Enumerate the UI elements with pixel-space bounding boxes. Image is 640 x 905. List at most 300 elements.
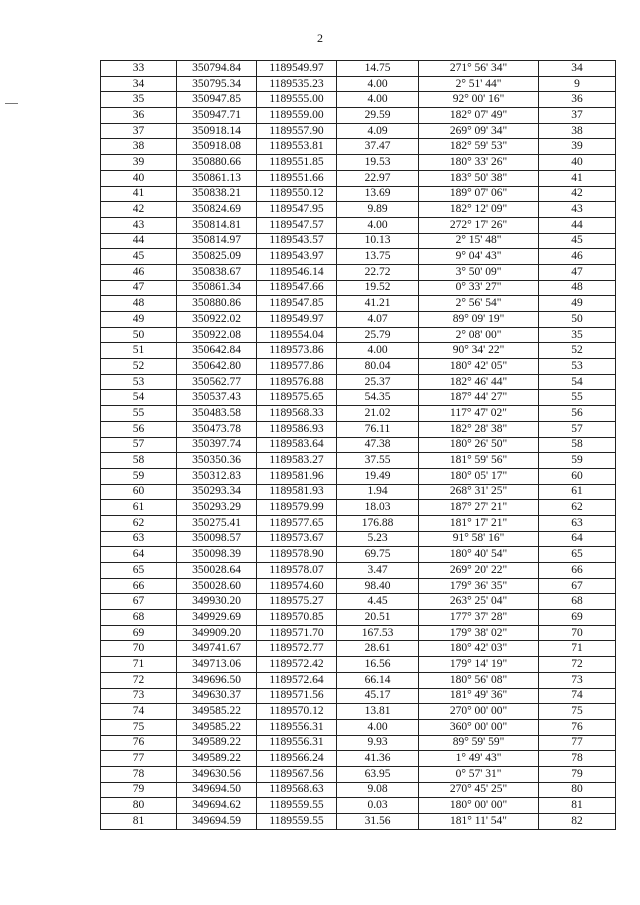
distance-cell: 98.40 bbox=[337, 578, 419, 594]
direction-angle-cell: 181° 17' 21" bbox=[419, 515, 539, 531]
x-coordinate-cell: 350028.64 bbox=[177, 563, 257, 579]
distance-cell: 4.00 bbox=[337, 76, 419, 92]
x-coordinate-cell: 349694.50 bbox=[177, 782, 257, 798]
x-coordinate-cell: 350947.85 bbox=[177, 92, 257, 108]
point-number-cell: 75 bbox=[101, 719, 177, 735]
table-row bbox=[101, 390, 616, 406]
x-coordinate-cell: 350918.08 bbox=[177, 139, 257, 155]
x-coordinate-cell: 350293.29 bbox=[177, 500, 257, 516]
table-row bbox=[101, 735, 616, 751]
x-coordinate-cell: 350098.39 bbox=[177, 547, 257, 563]
point-number-cell: 58 bbox=[101, 453, 177, 469]
table-row bbox=[101, 217, 616, 233]
table-row bbox=[101, 500, 616, 516]
next-point-cell: 45 bbox=[539, 233, 616, 249]
distance-cell: 29.59 bbox=[337, 108, 419, 124]
point-number-cell: 69 bbox=[101, 625, 177, 641]
point-number-cell: 50 bbox=[101, 327, 177, 343]
point-number-cell: 68 bbox=[101, 610, 177, 626]
y-coordinate-cell: 1189570.12 bbox=[257, 704, 337, 720]
point-number-cell: 39 bbox=[101, 155, 177, 171]
table-row bbox=[101, 484, 616, 500]
direction-angle-cell: 90° 34' 22" bbox=[419, 343, 539, 359]
distance-cell: 19.49 bbox=[337, 468, 419, 484]
point-number-cell: 57 bbox=[101, 437, 177, 453]
next-point-cell: 78 bbox=[539, 751, 616, 767]
direction-angle-cell: 0° 33' 27" bbox=[419, 280, 539, 296]
table-row bbox=[101, 296, 616, 312]
distance-cell: 80.04 bbox=[337, 359, 419, 375]
table-row bbox=[101, 139, 616, 155]
table-row bbox=[101, 312, 616, 328]
distance-cell: 25.79 bbox=[337, 327, 419, 343]
distance-cell: 37.55 bbox=[337, 453, 419, 469]
point-number-cell: 41 bbox=[101, 186, 177, 202]
table-row bbox=[101, 186, 616, 202]
y-coordinate-cell: 1189559.55 bbox=[257, 798, 337, 814]
table-row bbox=[101, 563, 616, 579]
direction-angle-cell: 268° 31' 25" bbox=[419, 484, 539, 500]
distance-cell: 41.21 bbox=[337, 296, 419, 312]
y-coordinate-cell: 1189551.85 bbox=[257, 155, 337, 171]
point-number-cell: 71 bbox=[101, 657, 177, 673]
table-row bbox=[101, 704, 616, 720]
direction-angle-cell: 180° 33' 26" bbox=[419, 155, 539, 171]
table-row bbox=[101, 170, 616, 186]
direction-angle-cell: 2° 08' 00" bbox=[419, 327, 539, 343]
distance-cell: 31.56 bbox=[337, 814, 419, 830]
y-coordinate-cell: 1189574.60 bbox=[257, 578, 337, 594]
direction-angle-cell: 180° 05' 17" bbox=[419, 468, 539, 484]
y-coordinate-cell: 1189571.70 bbox=[257, 625, 337, 641]
distance-cell: 19.53 bbox=[337, 155, 419, 171]
y-coordinate-cell: 1189573.86 bbox=[257, 343, 337, 359]
next-point-cell: 54 bbox=[539, 374, 616, 390]
distance-cell: 3.47 bbox=[337, 563, 419, 579]
next-point-cell: 37 bbox=[539, 108, 616, 124]
x-coordinate-cell: 349589.22 bbox=[177, 751, 257, 767]
distance-cell: 28.61 bbox=[337, 641, 419, 657]
next-point-cell: 46 bbox=[539, 249, 616, 265]
table-row bbox=[101, 814, 616, 830]
direction-angle-cell: 181° 59' 56" bbox=[419, 453, 539, 469]
next-point-cell: 77 bbox=[539, 735, 616, 751]
direction-angle-cell: 270° 45' 25" bbox=[419, 782, 539, 798]
point-number-cell: 38 bbox=[101, 139, 177, 155]
next-point-cell: 41 bbox=[539, 170, 616, 186]
distance-cell: 0.03 bbox=[337, 798, 419, 814]
table-row bbox=[101, 343, 616, 359]
direction-angle-cell: 181° 11' 54" bbox=[419, 814, 539, 830]
point-number-cell: 55 bbox=[101, 406, 177, 422]
next-point-cell: 62 bbox=[539, 500, 616, 516]
y-coordinate-cell: 1189586.93 bbox=[257, 421, 337, 437]
next-point-cell: 58 bbox=[539, 437, 616, 453]
next-point-cell: 59 bbox=[539, 453, 616, 469]
next-point-cell: 47 bbox=[539, 264, 616, 280]
next-point-cell: 67 bbox=[539, 578, 616, 594]
direction-angle-cell: 92° 00' 16" bbox=[419, 92, 539, 108]
direction-angle-cell: 271° 56' 34" bbox=[419, 61, 539, 77]
next-point-cell: 34 bbox=[539, 61, 616, 77]
table-row bbox=[101, 594, 616, 610]
next-point-cell: 40 bbox=[539, 155, 616, 171]
y-coordinate-cell: 1189581.96 bbox=[257, 468, 337, 484]
next-point-cell: 80 bbox=[539, 782, 616, 798]
x-coordinate-cell: 350642.84 bbox=[177, 343, 257, 359]
point-number-cell: 46 bbox=[101, 264, 177, 280]
x-coordinate-cell: 350861.34 bbox=[177, 280, 257, 296]
distance-cell: 16.56 bbox=[337, 657, 419, 673]
x-coordinate-cell: 349696.50 bbox=[177, 672, 257, 688]
table-row bbox=[101, 453, 616, 469]
next-point-cell: 76 bbox=[539, 719, 616, 735]
distance-cell: 22.97 bbox=[337, 170, 419, 186]
point-number-cell: 73 bbox=[101, 688, 177, 704]
y-coordinate-cell: 1189575.65 bbox=[257, 390, 337, 406]
direction-angle-cell: 180° 42' 05" bbox=[419, 359, 539, 375]
table-row bbox=[101, 264, 616, 280]
table-row bbox=[101, 108, 616, 124]
point-number-cell: 45 bbox=[101, 249, 177, 265]
next-point-cell: 82 bbox=[539, 814, 616, 830]
y-coordinate-cell: 1189557.90 bbox=[257, 123, 337, 139]
point-number-cell: 42 bbox=[101, 202, 177, 218]
direction-angle-cell: 177° 37' 28" bbox=[419, 610, 539, 626]
x-coordinate-cell: 349694.59 bbox=[177, 814, 257, 830]
x-coordinate-cell: 349929.69 bbox=[177, 610, 257, 626]
direction-angle-cell: 187° 27' 21" bbox=[419, 500, 539, 516]
x-coordinate-cell: 349630.37 bbox=[177, 688, 257, 704]
distance-cell: 41.36 bbox=[337, 751, 419, 767]
table-row bbox=[101, 610, 616, 626]
y-coordinate-cell: 1189535.23 bbox=[257, 76, 337, 92]
point-number-cell: 40 bbox=[101, 170, 177, 186]
x-coordinate-cell: 350537.43 bbox=[177, 390, 257, 406]
table-row bbox=[101, 61, 616, 77]
table-row bbox=[101, 578, 616, 594]
direction-angle-cell: 182° 28' 38" bbox=[419, 421, 539, 437]
distance-cell: 13.81 bbox=[337, 704, 419, 720]
y-coordinate-cell: 1189547.66 bbox=[257, 280, 337, 296]
table-row bbox=[101, 421, 616, 437]
next-point-cell: 74 bbox=[539, 688, 616, 704]
distance-cell: 4.00 bbox=[337, 343, 419, 359]
direction-angle-cell: 3° 50' 09" bbox=[419, 264, 539, 280]
x-coordinate-cell: 350918.14 bbox=[177, 123, 257, 139]
distance-cell: 69.75 bbox=[337, 547, 419, 563]
point-number-cell: 79 bbox=[101, 782, 177, 798]
distance-cell: 9.08 bbox=[337, 782, 419, 798]
distance-cell: 13.69 bbox=[337, 186, 419, 202]
distance-cell: 4.00 bbox=[337, 92, 419, 108]
next-point-cell: 43 bbox=[539, 202, 616, 218]
distance-cell: 9.93 bbox=[337, 735, 419, 751]
x-coordinate-cell: 350880.66 bbox=[177, 155, 257, 171]
distance-cell: 25.37 bbox=[337, 374, 419, 390]
direction-angle-cell: 270° 00' 00" bbox=[419, 704, 539, 720]
x-coordinate-cell: 350794.84 bbox=[177, 61, 257, 77]
next-point-cell: 39 bbox=[539, 139, 616, 155]
next-point-cell: 52 bbox=[539, 343, 616, 359]
point-number-cell: 76 bbox=[101, 735, 177, 751]
direction-angle-cell: 269° 20' 22" bbox=[419, 563, 539, 579]
next-point-cell: 71 bbox=[539, 641, 616, 657]
x-coordinate-cell: 350825.09 bbox=[177, 249, 257, 265]
table-row bbox=[101, 641, 616, 657]
margin-dash bbox=[5, 103, 18, 104]
page-number: 2 bbox=[317, 31, 323, 45]
distance-cell: 9.89 bbox=[337, 202, 419, 218]
x-coordinate-cell: 350838.67 bbox=[177, 264, 257, 280]
direction-angle-cell: 180° 00' 00" bbox=[419, 798, 539, 814]
x-coordinate-cell: 350880.86 bbox=[177, 296, 257, 312]
y-coordinate-cell: 1189576.88 bbox=[257, 374, 337, 390]
direction-angle-cell: 181° 49' 36" bbox=[419, 688, 539, 704]
y-coordinate-cell: 1189572.64 bbox=[257, 672, 337, 688]
table-row bbox=[101, 359, 616, 375]
direction-angle-cell: 182° 07' 49" bbox=[419, 108, 539, 124]
next-point-cell: 73 bbox=[539, 672, 616, 688]
y-coordinate-cell: 1189550.12 bbox=[257, 186, 337, 202]
distance-cell: 19.52 bbox=[337, 280, 419, 296]
point-number-cell: 53 bbox=[101, 374, 177, 390]
point-number-cell: 77 bbox=[101, 751, 177, 767]
next-point-cell: 70 bbox=[539, 625, 616, 641]
point-number-cell: 43 bbox=[101, 217, 177, 233]
distance-cell: 54.35 bbox=[337, 390, 419, 406]
direction-angle-cell: 9° 04' 43" bbox=[419, 249, 539, 265]
table-row bbox=[101, 406, 616, 422]
y-coordinate-cell: 1189577.86 bbox=[257, 359, 337, 375]
next-point-cell: 66 bbox=[539, 563, 616, 579]
direction-angle-cell: 360° 00' 00" bbox=[419, 719, 539, 735]
y-coordinate-cell: 1189583.64 bbox=[257, 437, 337, 453]
y-coordinate-cell: 1189549.97 bbox=[257, 61, 337, 77]
point-number-cell: 60 bbox=[101, 484, 177, 500]
next-point-cell: 63 bbox=[539, 515, 616, 531]
point-number-cell: 34 bbox=[101, 76, 177, 92]
direction-angle-cell: 269° 09' 34" bbox=[419, 123, 539, 139]
table-row bbox=[101, 327, 616, 343]
next-point-cell: 81 bbox=[539, 798, 616, 814]
next-point-cell: 60 bbox=[539, 468, 616, 484]
point-number-cell: 67 bbox=[101, 594, 177, 610]
point-number-cell: 78 bbox=[101, 766, 177, 782]
direction-angle-cell: 179° 36' 35" bbox=[419, 578, 539, 594]
distance-cell: 167.53 bbox=[337, 625, 419, 641]
y-coordinate-cell: 1189579.99 bbox=[257, 500, 337, 516]
x-coordinate-cell: 349909.20 bbox=[177, 625, 257, 641]
distance-cell: 47.38 bbox=[337, 437, 419, 453]
point-number-cell: 74 bbox=[101, 704, 177, 720]
x-coordinate-cell: 349630.56 bbox=[177, 766, 257, 782]
direction-angle-cell: 272° 17' 26" bbox=[419, 217, 539, 233]
y-coordinate-cell: 1189578.07 bbox=[257, 563, 337, 579]
next-point-cell: 72 bbox=[539, 657, 616, 673]
table-row bbox=[101, 782, 616, 798]
x-coordinate-cell: 350275.41 bbox=[177, 515, 257, 531]
y-coordinate-cell: 1189551.66 bbox=[257, 170, 337, 186]
x-coordinate-cell: 350562.77 bbox=[177, 374, 257, 390]
next-point-cell: 49 bbox=[539, 296, 616, 312]
direction-angle-cell: 263° 25' 04" bbox=[419, 594, 539, 610]
distance-cell: 18.03 bbox=[337, 500, 419, 516]
y-coordinate-cell: 1189549.97 bbox=[257, 312, 337, 328]
y-coordinate-cell: 1189578.90 bbox=[257, 547, 337, 563]
table-row bbox=[101, 547, 616, 563]
next-point-cell: 65 bbox=[539, 547, 616, 563]
point-number-cell: 47 bbox=[101, 280, 177, 296]
table-row bbox=[101, 437, 616, 453]
point-number-cell: 62 bbox=[101, 515, 177, 531]
direction-angle-cell: 179° 38' 02" bbox=[419, 625, 539, 641]
distance-cell: 22.72 bbox=[337, 264, 419, 280]
direction-angle-cell: 183° 50' 38" bbox=[419, 170, 539, 186]
distance-cell: 4.00 bbox=[337, 719, 419, 735]
point-number-cell: 65 bbox=[101, 563, 177, 579]
x-coordinate-cell: 350795.34 bbox=[177, 76, 257, 92]
point-number-cell: 81 bbox=[101, 814, 177, 830]
point-number-cell: 66 bbox=[101, 578, 177, 594]
next-point-cell: 35 bbox=[539, 327, 616, 343]
point-number-cell: 56 bbox=[101, 421, 177, 437]
next-point-cell: 69 bbox=[539, 610, 616, 626]
direction-angle-cell: 2° 15' 48" bbox=[419, 233, 539, 249]
distance-cell: 4.45 bbox=[337, 594, 419, 610]
point-number-cell: 63 bbox=[101, 531, 177, 547]
y-coordinate-cell: 1189567.56 bbox=[257, 766, 337, 782]
point-number-cell: 72 bbox=[101, 672, 177, 688]
x-coordinate-cell: 349713.06 bbox=[177, 657, 257, 673]
next-point-cell: 75 bbox=[539, 704, 616, 720]
y-coordinate-cell: 1189553.81 bbox=[257, 139, 337, 155]
y-coordinate-cell: 1189570.85 bbox=[257, 610, 337, 626]
y-coordinate-cell: 1189577.65 bbox=[257, 515, 337, 531]
point-number-cell: 48 bbox=[101, 296, 177, 312]
table-row bbox=[101, 76, 616, 92]
point-number-cell: 59 bbox=[101, 468, 177, 484]
direction-angle-cell: 0° 57' 31" bbox=[419, 766, 539, 782]
y-coordinate-cell: 1189572.42 bbox=[257, 657, 337, 673]
y-coordinate-cell: 1189559.55 bbox=[257, 814, 337, 830]
coordinates-table bbox=[100, 60, 616, 830]
y-coordinate-cell: 1189543.97 bbox=[257, 249, 337, 265]
direction-angle-cell: 91° 58' 16" bbox=[419, 531, 539, 547]
distance-cell: 5.23 bbox=[337, 531, 419, 547]
y-coordinate-cell: 1189547.85 bbox=[257, 296, 337, 312]
table-row bbox=[101, 719, 616, 735]
x-coordinate-cell: 349930.20 bbox=[177, 594, 257, 610]
distance-cell: 63.95 bbox=[337, 766, 419, 782]
distance-cell: 37.47 bbox=[337, 139, 419, 155]
y-coordinate-cell: 1189546.14 bbox=[257, 264, 337, 280]
table-row bbox=[101, 531, 616, 547]
direction-angle-cell: 182° 46' 44" bbox=[419, 374, 539, 390]
table-row bbox=[101, 751, 616, 767]
point-number-cell: 49 bbox=[101, 312, 177, 328]
table-row bbox=[101, 766, 616, 782]
point-number-cell: 70 bbox=[101, 641, 177, 657]
point-number-cell: 61 bbox=[101, 500, 177, 516]
point-number-cell: 44 bbox=[101, 233, 177, 249]
table-row bbox=[101, 374, 616, 390]
x-coordinate-cell: 350947.71 bbox=[177, 108, 257, 124]
distance-cell: 14.75 bbox=[337, 61, 419, 77]
table-row bbox=[101, 249, 616, 265]
table-row bbox=[101, 688, 616, 704]
distance-cell: 10.13 bbox=[337, 233, 419, 249]
x-coordinate-cell: 350838.21 bbox=[177, 186, 257, 202]
next-point-cell: 48 bbox=[539, 280, 616, 296]
x-coordinate-cell: 349694.62 bbox=[177, 798, 257, 814]
table-row bbox=[101, 233, 616, 249]
direction-angle-cell: 89° 59' 59" bbox=[419, 735, 539, 751]
x-coordinate-cell: 350350.36 bbox=[177, 453, 257, 469]
point-number-cell: 33 bbox=[101, 61, 177, 77]
distance-cell: 4.09 bbox=[337, 123, 419, 139]
table-row bbox=[101, 625, 616, 641]
direction-angle-cell: 117° 47' 02" bbox=[419, 406, 539, 422]
table-row bbox=[101, 155, 616, 171]
y-coordinate-cell: 1189572.77 bbox=[257, 641, 337, 657]
table-row bbox=[101, 202, 616, 218]
direction-angle-cell: 179° 14' 19" bbox=[419, 657, 539, 673]
direction-angle-cell: 187° 44' 27" bbox=[419, 390, 539, 406]
next-point-cell: 9 bbox=[539, 76, 616, 92]
distance-cell: 66.14 bbox=[337, 672, 419, 688]
next-point-cell: 53 bbox=[539, 359, 616, 375]
next-point-cell: 64 bbox=[539, 531, 616, 547]
y-coordinate-cell: 1189581.93 bbox=[257, 484, 337, 500]
next-point-cell: 50 bbox=[539, 312, 616, 328]
next-point-cell: 38 bbox=[539, 123, 616, 139]
point-number-cell: 35 bbox=[101, 92, 177, 108]
y-coordinate-cell: 1189547.95 bbox=[257, 202, 337, 218]
y-coordinate-cell: 1189559.00 bbox=[257, 108, 337, 124]
next-point-cell: 61 bbox=[539, 484, 616, 500]
point-number-cell: 51 bbox=[101, 343, 177, 359]
y-coordinate-cell: 1189573.67 bbox=[257, 531, 337, 547]
y-coordinate-cell: 1189568.33 bbox=[257, 406, 337, 422]
table-row bbox=[101, 672, 616, 688]
distance-cell: 76.11 bbox=[337, 421, 419, 437]
x-coordinate-cell: 350922.08 bbox=[177, 327, 257, 343]
x-coordinate-cell: 349585.22 bbox=[177, 719, 257, 735]
direction-angle-cell: 2° 56' 54" bbox=[419, 296, 539, 312]
x-coordinate-cell: 350483.58 bbox=[177, 406, 257, 422]
x-coordinate-cell: 350293.34 bbox=[177, 484, 257, 500]
x-coordinate-cell: 350473.78 bbox=[177, 421, 257, 437]
x-coordinate-cell: 350861.13 bbox=[177, 170, 257, 186]
x-coordinate-cell: 350824.69 bbox=[177, 202, 257, 218]
y-coordinate-cell: 1189547.57 bbox=[257, 217, 337, 233]
point-number-cell: 64 bbox=[101, 547, 177, 563]
next-point-cell: 55 bbox=[539, 390, 616, 406]
next-point-cell: 36 bbox=[539, 92, 616, 108]
table-row bbox=[101, 92, 616, 108]
point-number-cell: 54 bbox=[101, 390, 177, 406]
table-row bbox=[101, 468, 616, 484]
direction-angle-cell: 89° 09' 19" bbox=[419, 312, 539, 328]
point-number-cell: 36 bbox=[101, 108, 177, 124]
y-coordinate-cell: 1189575.27 bbox=[257, 594, 337, 610]
distance-cell: 4.07 bbox=[337, 312, 419, 328]
direction-angle-cell: 182° 12' 09" bbox=[419, 202, 539, 218]
x-coordinate-cell: 350814.97 bbox=[177, 233, 257, 249]
y-coordinate-cell: 1189571.56 bbox=[257, 688, 337, 704]
next-point-cell: 68 bbox=[539, 594, 616, 610]
